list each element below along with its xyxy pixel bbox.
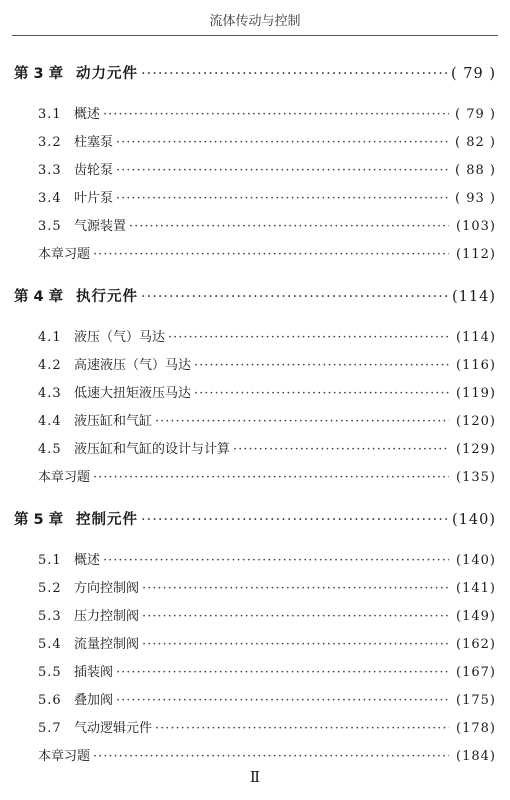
section-page: ( 93 ) bbox=[455, 191, 496, 206]
section-page: (140) bbox=[456, 553, 496, 568]
toc-section-5-2[interactable] bbox=[38, 578, 496, 600]
dot-leader bbox=[142, 606, 449, 628]
dot-leader bbox=[155, 718, 449, 740]
toc-section-4-3[interactable] bbox=[38, 383, 496, 405]
toc-section-5-5[interactable] bbox=[38, 662, 496, 684]
toc-section-5-1[interactable] bbox=[38, 550, 496, 572]
dot-leader bbox=[116, 662, 449, 684]
toc-exercises-4[interactable] bbox=[38, 467, 496, 489]
section-number: 5.4 bbox=[38, 637, 62, 652]
section-number: 3.2 bbox=[38, 135, 62, 150]
chapter-number: 第 5 章 bbox=[14, 512, 64, 528]
section-page: (120) bbox=[456, 414, 496, 429]
section-number: 3.3 bbox=[38, 163, 62, 178]
section-number: 3.4 bbox=[38, 191, 62, 206]
section-title: 概述 bbox=[74, 107, 101, 122]
chapter-page: ( 79 ) bbox=[451, 66, 496, 82]
section-page: (129) bbox=[456, 442, 496, 457]
toc-section-3-3[interactable] bbox=[38, 160, 496, 182]
section-number: 4.4 bbox=[38, 414, 62, 429]
dot-leader bbox=[93, 467, 449, 489]
section-number: 4.3 bbox=[38, 386, 62, 401]
dot-leader bbox=[233, 439, 449, 461]
toc-section-5-6[interactable] bbox=[38, 690, 496, 712]
toc-section-3-1[interactable] bbox=[38, 104, 496, 126]
section-number: 3.1 bbox=[38, 107, 62, 122]
running-head: 流体传动与控制 bbox=[209, 14, 301, 29]
section-number: 4.1 bbox=[38, 330, 62, 345]
toc-section-4-4[interactable] bbox=[38, 411, 496, 433]
header-rule bbox=[12, 35, 498, 36]
dot-leader bbox=[116, 188, 449, 210]
toc-section-3-5[interactable] bbox=[38, 216, 496, 238]
chapter-title: 执行元件 bbox=[76, 289, 138, 305]
section-page: (167) bbox=[456, 665, 496, 680]
section-page: (149) bbox=[456, 609, 496, 624]
toc-chapter-3[interactable] bbox=[14, 63, 496, 85]
section-title: 叠加阀 bbox=[74, 693, 114, 708]
section-title: 叶片泵 bbox=[74, 191, 114, 206]
section-page: ( 79 ) bbox=[455, 107, 496, 122]
section-title: 插装阀 bbox=[74, 665, 114, 680]
dot-leader bbox=[168, 327, 449, 349]
exercises-page: (184) bbox=[456, 749, 496, 764]
chapter-title: 控制元件 bbox=[76, 512, 138, 528]
toc-chapter-5[interactable] bbox=[14, 509, 496, 531]
dot-leader bbox=[141, 509, 449, 531]
dot-leader bbox=[194, 355, 449, 377]
section-page: ( 88 ) bbox=[455, 163, 496, 178]
section-number: 5.5 bbox=[38, 665, 62, 680]
section-title: 液压（气）马达 bbox=[74, 330, 166, 345]
dot-leader bbox=[116, 690, 449, 712]
section-page: (116) bbox=[456, 358, 496, 373]
dot-leader bbox=[129, 216, 449, 238]
dot-leader bbox=[116, 160, 449, 182]
section-page: (175) bbox=[456, 693, 496, 708]
exercises-page: (112) bbox=[456, 247, 496, 262]
section-page: (119) bbox=[456, 386, 496, 401]
toc-section-4-2[interactable] bbox=[38, 355, 496, 377]
section-page: (141) bbox=[456, 581, 496, 596]
exercises-title: 本章习题 bbox=[38, 247, 91, 262]
toc-section-4-5[interactable] bbox=[38, 439, 496, 461]
section-number: 5.1 bbox=[38, 553, 62, 568]
dot-leader bbox=[141, 286, 449, 308]
chapter-page: (114) bbox=[452, 289, 496, 305]
section-title: 低速大扭矩液压马达 bbox=[74, 386, 192, 401]
section-number: 5.7 bbox=[38, 721, 62, 736]
dot-leader bbox=[93, 746, 449, 768]
toc-chapter-4[interactable] bbox=[14, 286, 496, 308]
chapter-number: 第 4 章 bbox=[14, 289, 64, 305]
section-title: 气动逻辑元件 bbox=[74, 721, 153, 736]
section-title: 高速液压（气）马达 bbox=[74, 358, 192, 373]
section-title: 压力控制阀 bbox=[74, 609, 140, 624]
toc-section-4-1[interactable] bbox=[38, 327, 496, 349]
section-number: 4.5 bbox=[38, 442, 62, 457]
page-folio: Ⅱ bbox=[249, 768, 261, 786]
section-number: 3.5 bbox=[38, 219, 62, 234]
section-page: (178) bbox=[456, 721, 496, 736]
exercises-title: 本章习题 bbox=[38, 470, 91, 485]
toc-section-3-4[interactable] bbox=[38, 188, 496, 210]
chapter-title: 动力元件 bbox=[76, 66, 138, 82]
toc-exercises-3[interactable] bbox=[38, 244, 496, 266]
section-number: 5.2 bbox=[38, 581, 62, 596]
section-page: (103) bbox=[456, 219, 496, 234]
section-title: 液压缸和气缸的设计与计算 bbox=[74, 442, 231, 457]
section-number: 5.6 bbox=[38, 693, 62, 708]
toc-section-5-7[interactable] bbox=[38, 718, 496, 740]
dot-leader bbox=[93, 244, 449, 266]
toc-exercises-5[interactable] bbox=[38, 746, 496, 768]
section-title: 方向控制阀 bbox=[74, 581, 140, 596]
toc-section-5-3[interactable] bbox=[38, 606, 496, 628]
dot-leader bbox=[142, 634, 449, 656]
exercises-page: (135) bbox=[456, 470, 496, 485]
section-page: (162) bbox=[456, 637, 496, 652]
chapter-page: (140) bbox=[452, 512, 496, 528]
dot-leader bbox=[103, 104, 449, 126]
section-number: 4.2 bbox=[38, 358, 62, 373]
section-page: (114) bbox=[456, 330, 496, 345]
section-number: 5.3 bbox=[38, 609, 62, 624]
dot-leader bbox=[103, 550, 449, 572]
dot-leader bbox=[155, 411, 449, 433]
dot-leader bbox=[116, 132, 449, 154]
dot-leader bbox=[194, 383, 449, 405]
section-title: 液压缸和气缸 bbox=[74, 414, 153, 429]
section-title: 齿轮泵 bbox=[74, 163, 114, 178]
section-page: ( 82 ) bbox=[455, 135, 496, 150]
dot-leader bbox=[142, 578, 449, 600]
dot-leader bbox=[141, 63, 448, 85]
toc-section-5-4[interactable] bbox=[38, 634, 496, 656]
section-title: 气源装置 bbox=[74, 219, 127, 234]
section-title: 概述 bbox=[74, 553, 101, 568]
section-title: 流量控制阀 bbox=[74, 637, 140, 652]
section-title: 柱塞泵 bbox=[74, 135, 114, 150]
chapter-number: 第 3 章 bbox=[14, 66, 64, 82]
toc-section-3-2[interactable] bbox=[38, 132, 496, 154]
exercises-title: 本章习题 bbox=[38, 749, 91, 764]
